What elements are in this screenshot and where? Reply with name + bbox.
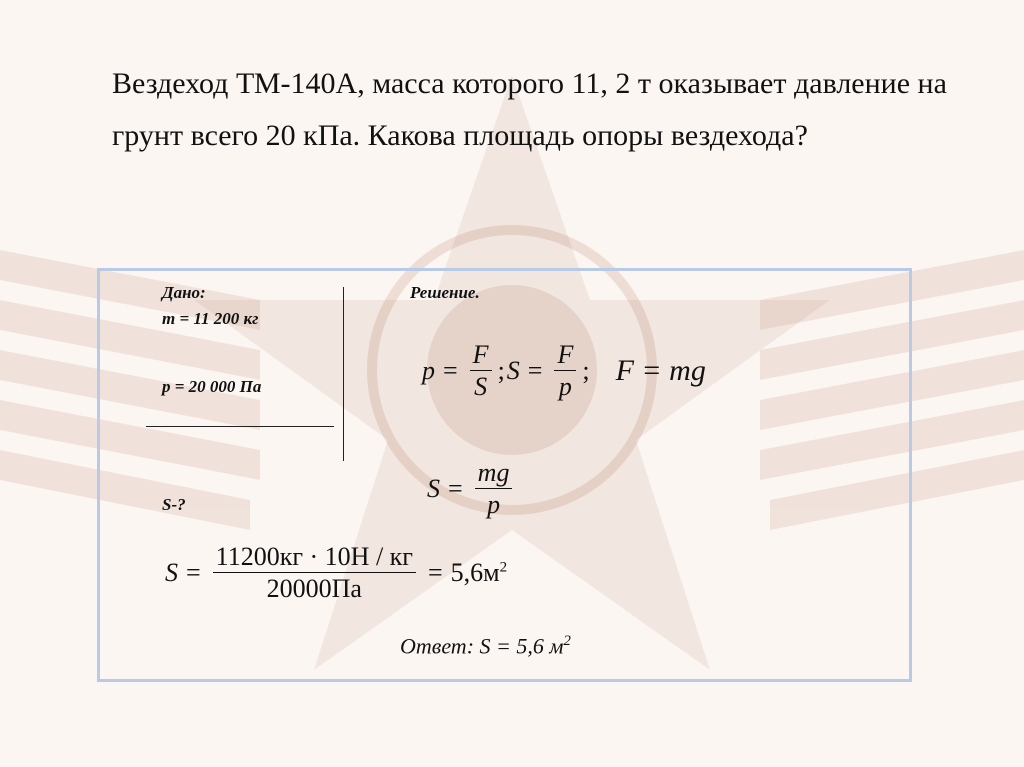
calc-result [451,558,507,588]
fraction-f-over-p [554,339,576,402]
answer [400,633,571,659]
fraction-numerator: F [554,339,576,371]
calc-denominator: 20000Па [266,574,362,604]
equals-sign: = [427,557,443,587]
equals-sign: = [527,355,543,385]
formula-s-lhs: S [427,473,440,503]
calc-result-value: 5,6м [450,557,500,587]
answer-exponent: 2 [563,633,571,649]
formula-s-lhs: S [506,355,520,385]
given-title: Дано: [162,283,206,302]
equals-sign: = [448,473,463,503]
fraction-denominator: p [558,372,572,402]
formula-p-lhs: p [422,355,435,385]
equals-sign: = [443,355,458,385]
given-pressure: p = 20 000 Па [162,377,262,396]
calc-fraction [213,541,416,604]
calc-result-exponent: 2 [499,559,508,576]
calc-numerator: 11200кг · 10Н / кг [213,541,416,573]
area-formula [427,457,516,520]
calculation [165,541,507,604]
given-vertical-divider [343,287,344,461]
pressure-formulas [422,339,706,402]
unknown-quantity: S-? [162,495,186,514]
semicolon: ; [582,355,590,385]
solution-title: Решение. [410,283,480,302]
solution-box [97,268,912,682]
answer-text: Ответ: S = 5,6 м [400,633,564,659]
fraction-denominator: S [474,372,488,402]
problem-statement: Вездеход ТМ-140А, масса которого 11, 2 т оказывает давление на грунт всего 20 кПа. Какова площадь опоры вездехода? [112,67,947,152]
fraction-mg-over-p [475,457,513,520]
fraction-denominator: p [487,490,501,520]
given-divider [146,426,334,427]
equals-sign: = [186,557,201,587]
given-mass: m = 11 200 кг [162,309,259,328]
fraction-f-over-s [470,339,492,402]
force-formula: F = mg [615,353,706,387]
fraction-numerator: mg [475,457,513,489]
semicolon: ; [497,355,505,385]
calc-lhs: S [165,557,178,587]
fraction-numerator: F [470,339,492,371]
